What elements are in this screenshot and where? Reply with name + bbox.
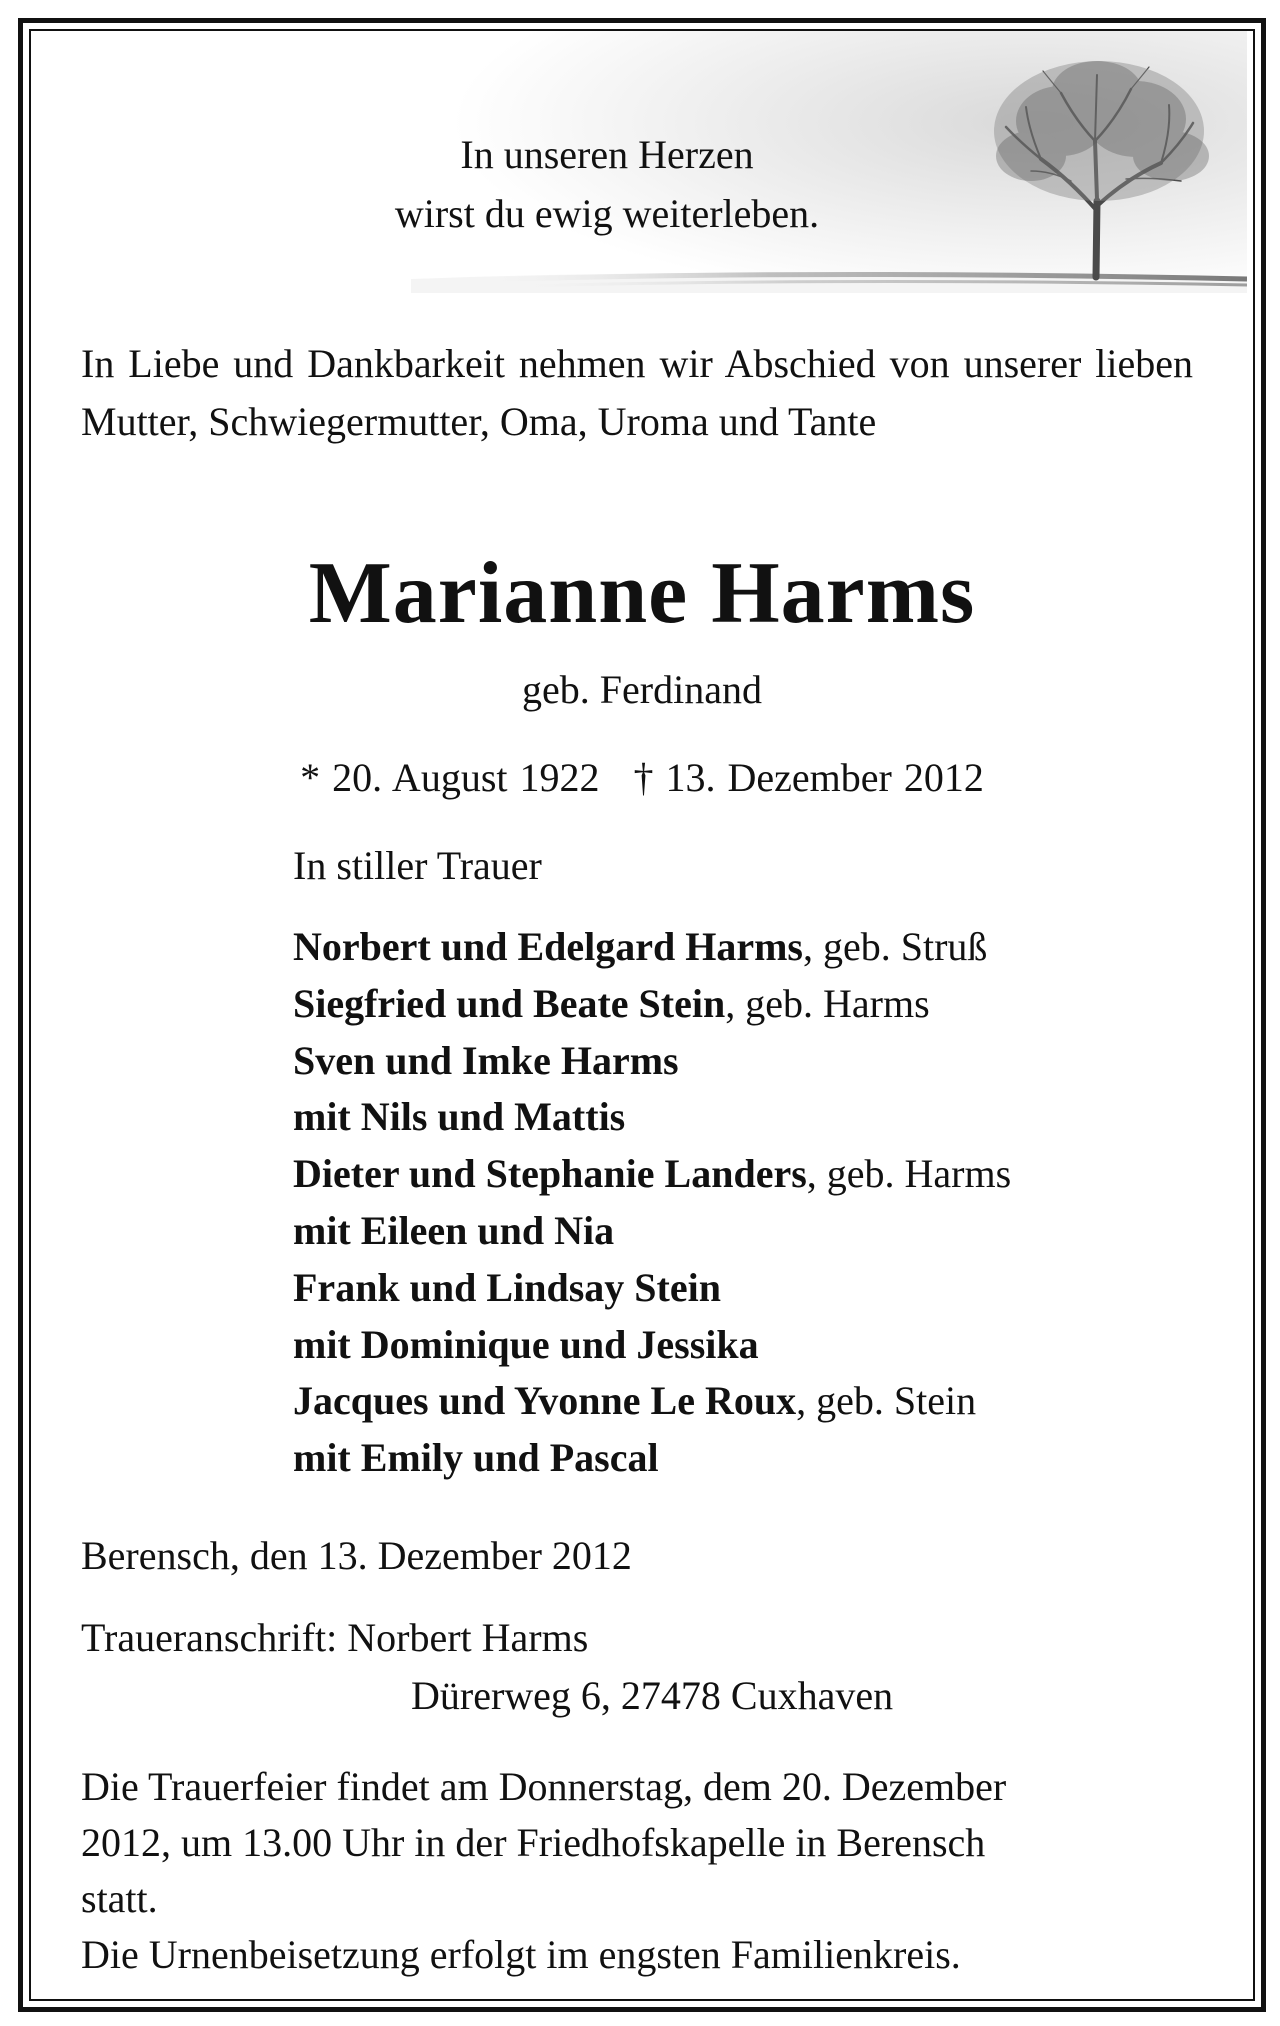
family-line (293, 976, 1011, 1033)
family-list (293, 919, 1011, 1487)
life-dates (31, 749, 1253, 807)
family-line (293, 1203, 1011, 1260)
maiden-name: geb. Ferdinand (522, 667, 762, 712)
family-line (293, 1260, 1011, 1317)
family-line (293, 1146, 1011, 1203)
family-line (293, 919, 1011, 976)
family-suffix: , geb. Struß (803, 924, 988, 969)
family-names: mit Eileen und Nia (293, 1207, 615, 1253)
ceremony-line: 2012, um 13.00 Uhr in der Friedhofskapelle in Berensch (81, 1820, 986, 1865)
address-label: Traueranschrift: Norbert Harms (81, 1615, 589, 1660)
family-line (293, 1089, 1011, 1146)
ceremony-line: Die Trauerfeier findet am Donnerstag, dem 20. Dezember (81, 1764, 1007, 1809)
family-line (293, 1317, 1011, 1374)
family-names: Norbert und Edelgard Harms (293, 924, 803, 969)
family-names: Frank und Lindsay Stein (293, 1264, 721, 1310)
family-line (293, 1430, 1011, 1487)
ceremony-info (81, 1759, 1203, 1983)
motto-line: In unseren Herzen (460, 132, 754, 177)
place-date: Berensch, den 13. Dezember 2012 (81, 1533, 632, 1578)
family-names: Jacques und Yvonne Le Roux (293, 1378, 797, 1424)
family-line (293, 1373, 1011, 1430)
obituary-inner-frame (29, 29, 1255, 2001)
obituary-frame (18, 18, 1266, 2012)
family-names: Siegfried und Beate Stein (293, 980, 726, 1026)
mourning-phrase: In stiller Trauer (293, 843, 542, 888)
family-suffix: , geb. Harms (725, 980, 930, 1026)
family-names: mit Nils und Mattis (293, 1094, 626, 1140)
deceased-name: Marianne Harms (308, 545, 976, 642)
death-date: † 13. Dezember 2012 (633, 755, 984, 800)
ceremony-line: Die Urnenbeisetzung erfolgt im engsten Familienkreis. (81, 1932, 961, 1977)
intro-text: In Liebe und Dankbarkeit nehmen wir Abschied von unserer lieben Mutter, Schwiegermutter, Oma, Uroma und Tante (81, 341, 1193, 444)
ceremony-line: statt. (81, 1876, 158, 1921)
birth-date: * 20. August 1922 (300, 755, 600, 800)
motto-line: wirst du ewig weiterleben. (394, 191, 820, 236)
family-names: mit Emily und Pascal (293, 1435, 659, 1481)
family-suffix: , geb. Harms (806, 1151, 1012, 1197)
family-suffix: , geb. Stein (796, 1378, 977, 1424)
motto (31, 125, 1253, 243)
family-names: mit Dominique und Jessika (293, 1321, 759, 1367)
family-names: Sven und Imke Harms (293, 1037, 679, 1083)
family-line (293, 1033, 1011, 1090)
family-names: Dieter und Stephanie Landers (293, 1151, 807, 1197)
address-street: Dürerweg 6, 27478 Cuxhaven (411, 1673, 894, 1718)
mourning-address (81, 1609, 893, 1725)
